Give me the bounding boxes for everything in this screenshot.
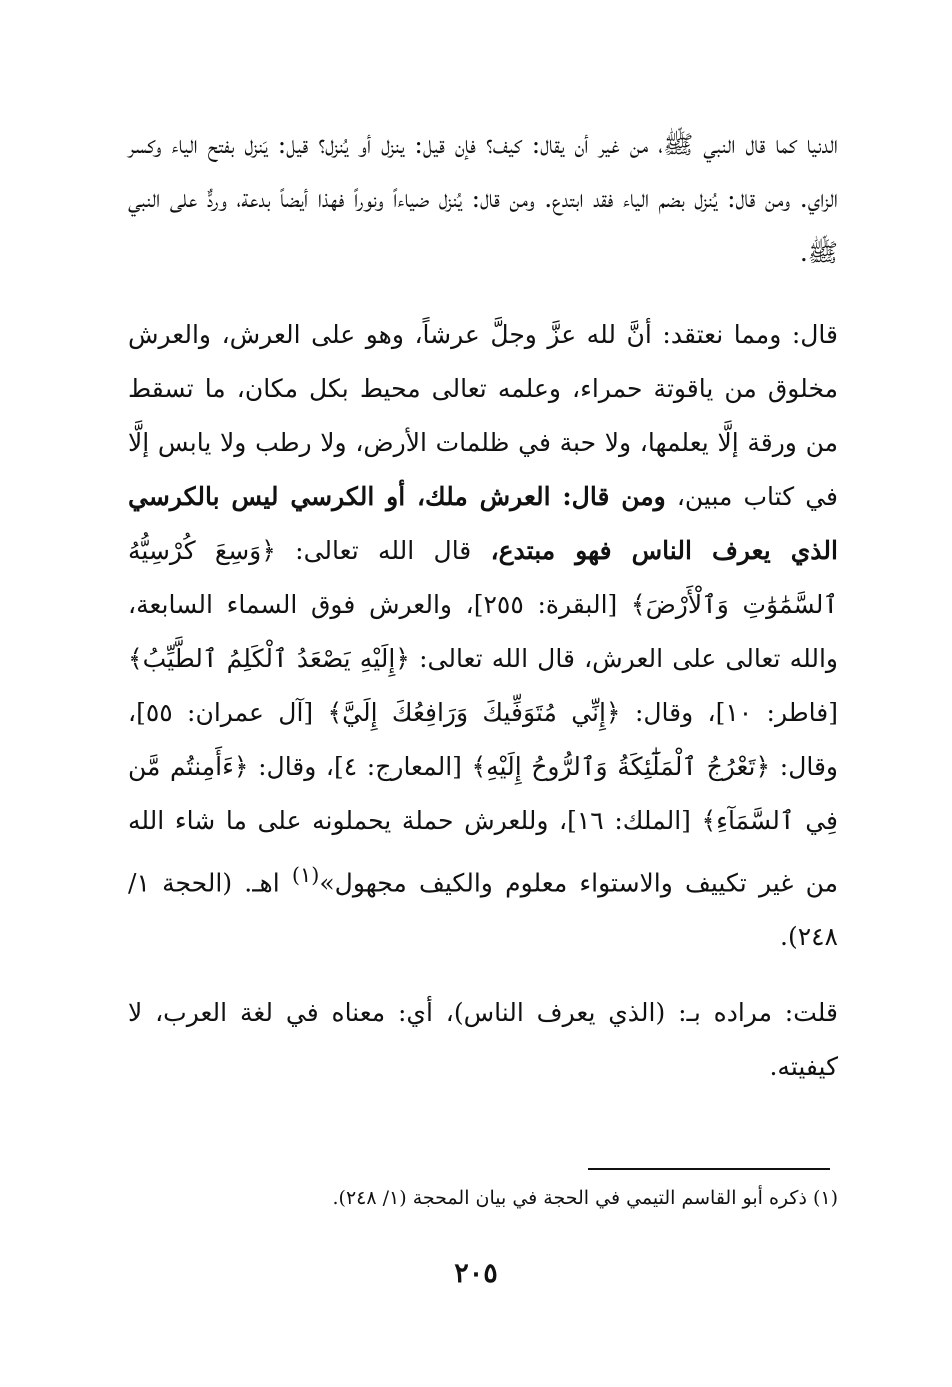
paragraph-1 [128,118,838,280]
paragraph-2-bold-text: ومن قال: العرش ملك، أو الكرسي ليس بالكرسي الذي يعرف الناس فهو مبتدع، [128,482,838,565]
page-number: ٢٠٥ [454,1258,498,1289]
footnote [128,1180,838,1216]
footnote-text: (١) ذكره أبو القاسم التيمي في الحجة في بيان المحجة (١/ ٢٤٨). [332,1187,838,1209]
main-text [128,118,838,1094]
paragraph-2 [128,308,838,964]
paragraph-3 [128,986,838,1094]
footnote-reference: (١) [291,863,320,887]
paragraph-1-text: الدنيا كما قال النبي ﷺ، من غير أن يقال: كيف؟ فإن قيل: ينزل أو يُنزل؟ قيل: يَنزل بفتح الياء وكسر الزاي. ومن قال: يُنزل بضم الياء فقد ابتدع. ومن قال: يُنزل ضياءاً ونوراً فهذا أيضاً بدعة، وردٌّ على النبي ﷺ. [128,130,838,267]
footnote-separator [588,1168,830,1170]
paragraph-2-text-main: قال الله تعالى: ﴿وَسِعَ كُرْسِيُّهُ ٱلسَّمَٰوَٰتِ وَٱلْأَرْضَ﴾ [البقرة: ٢٥٥]، والعرش فوق السماء السابعة، والله تعالى على العرش، قال الله تعالى: ﴿إِلَيْهِ يَصْعَدُ ٱلْكَلِمُ ٱلطَّيِّبُ﴾ [فاطر: ١٠]، وقال: ﴿إِنِّي مُتَوَفِّيكَ وَرَافِعُكَ إِلَيَّ﴾ [آل عمران: ٥٥]، وقال: ﴿تَعْرُجُ ٱلْمَلَٰٓئِكَةُ وَٱلرُّوحُ إِلَيْهِ﴾ [المعارج: ٤]، وقال: ﴿ءَأَمِنتُم مَّن فِي ٱلسَّمَآءِ﴾ [الملك: ١٦]، وللعرش حملة يحملونه على ما شاء الله من غير تكييف والاستواء معلوم والكيف مجهول» [128,536,839,898]
paragraph-2-text-end: اهـ. (الحجة ١/ ٢٤٨). [128,868,838,952]
paragraph-3-text: قلت: مراده بـ: (الذي يعرف الناس)، أي: معناه في لغة العرب، لا كيفيته. [128,998,838,1082]
paragraph-2-text-start: قال: ومما نعتقد: أنَّ لله عزَّ وجلَّ عرشاً، وهو على العرش، والعرش مخلوق من ياقوتة حمراء، وعلمه تعالى محيط بكل مكان، ما تسقط من ورقة إلَّا يعلمها، ولا حبة في ظلمات الأرض، ولا رطب ولا يابس إلَّا في كتاب مبين، [128,320,839,511]
